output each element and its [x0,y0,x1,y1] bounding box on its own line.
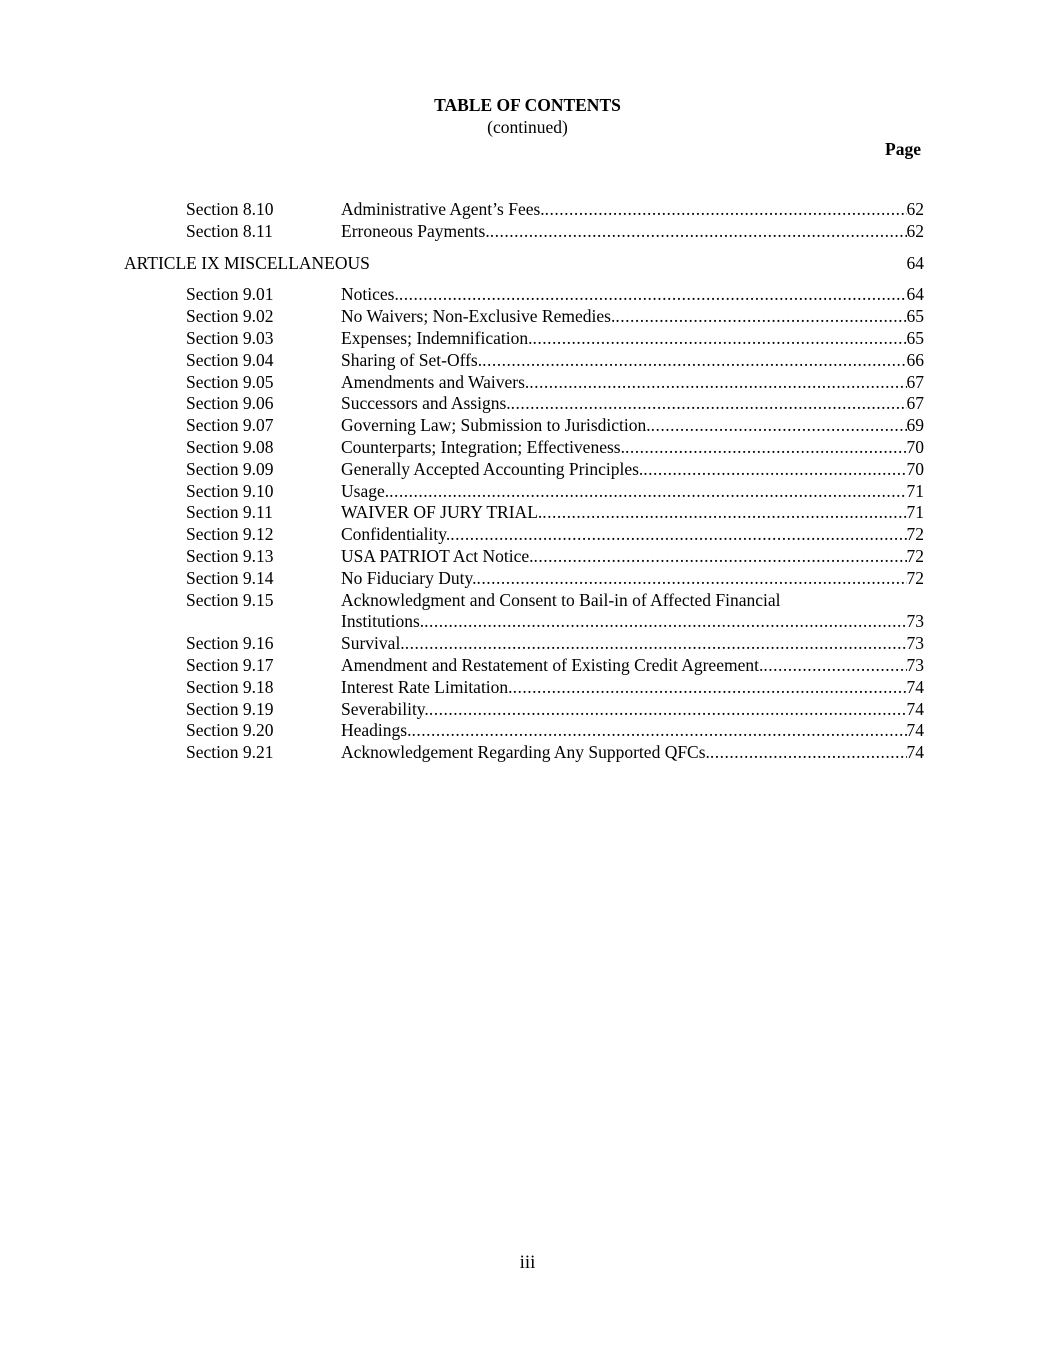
section-entry [341,284,924,306]
toc-section-row[interactable] [0,720,1055,742]
section-entry [341,459,924,481]
toc-section-row[interactable] [0,742,1055,764]
section-entry [341,742,924,764]
section-title-line1: Acknowledgment and Consent to Bail-in of Affected Financial [341,589,781,610]
dot-leader [429,699,907,721]
dot-leader [545,199,907,221]
toc-section-row[interactable] [0,306,1055,328]
section-page-number: 71 [906,480,924,501]
toc-section-row[interactable] [0,221,1055,243]
section-number: Section 9.19 [186,698,274,719]
toc-section-row[interactable] [0,350,1055,372]
section-page-number: 66 [906,349,924,370]
section-page-number: 72 [906,567,924,588]
section-number: Section 9.20 [186,720,274,741]
dot-leader [529,372,906,394]
section-title-line2-entry [341,611,924,633]
section-number: Section 9.04 [186,349,274,370]
dot-leader [389,481,906,503]
dot-leader [482,350,906,372]
dot-leader [534,546,907,568]
section-page-number: 65 [906,327,924,348]
toc-section-row[interactable] [0,546,1055,568]
dot-leader [615,306,906,328]
section-page-number: 67 [906,371,924,392]
page-footer-number: iii [519,1252,536,1273]
toc-section-row[interactable] [0,459,1055,481]
section-number: Section 9.11 [186,502,273,523]
section-page-number: 64 [906,284,924,305]
dot-leader [651,415,907,437]
section-entry [341,199,924,221]
section-page-number: 70 [906,458,924,479]
section-title: No Waivers; Non-Exclusive Remedies. [341,306,616,327]
section-title: Successors and Assigns. [341,393,511,414]
toc-section-row[interactable] [0,502,1055,524]
dot-leader [476,568,906,590]
section-entry [341,481,924,503]
section-title: Confidentiality. [341,524,451,545]
section-number: Section 9.13 [186,545,274,566]
toc-section-row[interactable] [0,437,1055,459]
section-number: Section 9.06 [186,393,274,414]
section-title: No Fiduciary Duty. [341,567,477,588]
section-page-number: 74 [906,742,924,763]
section-title: Interest Rate Limitation. [341,676,513,697]
section-title: USA PATRIOT Act Notice. [341,545,534,566]
dot-leader [450,524,906,546]
section-number: Section 9.09 [186,458,274,479]
section-number: Section 8.11 [186,220,273,241]
dot-leader [399,284,907,306]
section-page-number: 72 [906,524,924,545]
section-entry [341,546,924,568]
section-title: Generally Accepted Accounting Principles. [341,458,644,479]
section-entry [341,393,924,415]
section-entry [341,524,924,546]
section-page-number: 65 [906,306,924,327]
section-page-number: 74 [906,720,924,741]
toc-section-row[interactable] [0,633,1055,655]
section-entry [341,699,924,721]
section-page-number: 70 [906,436,924,457]
dot-leader [424,611,906,633]
section-title: Acknowledgement Regarding Any Supported QFCs. [341,742,710,763]
section-title: Amendments and Waivers. [341,371,530,392]
section-title: Survival. [341,633,405,654]
section-number: Section 9.02 [186,306,274,327]
section-entry [341,350,924,372]
section-page-number: 62 [906,220,924,241]
section-number: Section 9.03 [186,327,274,348]
section-title: Severability. [341,698,429,719]
dot-leader [513,677,907,699]
toc-section-row[interactable] [0,372,1055,394]
toc-section-row[interactable] [0,568,1055,590]
toc-section-row[interactable] [0,524,1055,546]
toc-section-row[interactable] [0,415,1055,437]
section-number: Section 9.16 [186,633,274,654]
dot-leader [710,742,907,764]
toc-subtitle: (continued) [487,117,568,137]
article-title: ARTICLE IX MISCELLANEOUS [124,252,370,273]
toc-section-row[interactable] [0,199,1055,221]
section-title: Notices. [341,284,399,305]
section-title: Governing Law; Submission to Jurisdiction. [341,415,651,436]
section-entry [341,633,924,655]
dot-leader [405,633,907,655]
section-page-number: 67 [906,393,924,414]
section-entry [341,306,924,328]
toc-section-row[interactable] [0,393,1055,415]
dot-leader [532,328,906,350]
dot-leader [643,459,906,481]
section-number: Section 9.10 [186,480,274,501]
section-title: Erroneous Payments. [341,220,490,241]
section-number: Section 9.17 [186,654,274,675]
section-entry [341,568,924,590]
section-number: Section 9.14 [186,567,274,588]
section-group-article-9-part1 [0,284,1055,589]
section-entry [341,677,924,699]
section-number: Section 9.01 [186,284,274,305]
section-number: Section 9.15 [186,589,274,610]
toc-section-row[interactable] [0,284,1055,306]
section-page-number: 62 [906,199,924,219]
section-group-article-8 [0,199,1055,243]
section-title: Sharing of Set-Offs. [341,349,483,370]
dot-leader [542,502,906,524]
section-page-number: 73 [906,654,924,675]
section-page-number: 73 [906,633,924,654]
toc-list [0,199,1055,764]
section-entry [341,502,924,524]
toc-section-row[interactable] [0,481,1055,503]
toc-section-row[interactable] [0,590,1055,634]
section-number: Section 9.05 [186,371,274,392]
toc-article-row[interactable] [0,253,1055,275]
article-page-number: 64 [906,252,924,273]
section-entry [341,372,924,394]
section-page-number: 73 [906,611,924,632]
toc-section-row[interactable] [0,677,1055,699]
dot-leader [763,655,906,677]
section-entry [341,328,924,350]
section-page-number: 74 [906,676,924,697]
dot-leader [411,720,906,742]
toc-section-row[interactable] [0,328,1055,350]
section-number: Section 9.08 [186,436,274,457]
dot-leader [625,437,907,459]
dot-leader [490,221,907,243]
dot-leader [511,393,907,415]
section-title: WAIVER OF JURY TRIAL. [341,502,543,523]
section-page-number: 72 [906,545,924,566]
toc-section-row[interactable] [0,699,1055,721]
section-entry [341,415,924,437]
section-number: Section 9.07 [186,415,274,436]
section-entry [341,655,924,677]
page-column-label: Page [885,139,921,159]
section-title: Counterparts; Integration; Effectiveness. [341,436,625,457]
section-entry [341,720,924,742]
section-title: Amendment and Restatement of Existing Credit Agreement. [341,654,764,675]
section-number: Section 8.10 [186,199,274,219]
section-title: Expenses; Indemnification. [341,327,533,348]
section-entry [341,221,924,243]
section-entry [341,437,924,459]
section-group-article-9-part2 [0,633,1055,764]
section-title: Administrative Agent’s Fees. [341,199,545,219]
section-page-number: 74 [906,698,924,719]
toc-section-row[interactable] [0,655,1055,677]
section-title: Headings. [341,720,412,741]
toc-title: TABLE OF CONTENTS [434,95,621,115]
section-page-number: 69 [906,415,924,436]
section-page-number: 71 [906,502,924,523]
section-number: Section 9.21 [186,742,274,763]
section-title-line2: Institutions. [341,611,425,632]
section-number: Section 9.18 [186,676,274,697]
section-number: Section 9.12 [186,524,274,545]
section-title: Usage. [341,480,390,501]
